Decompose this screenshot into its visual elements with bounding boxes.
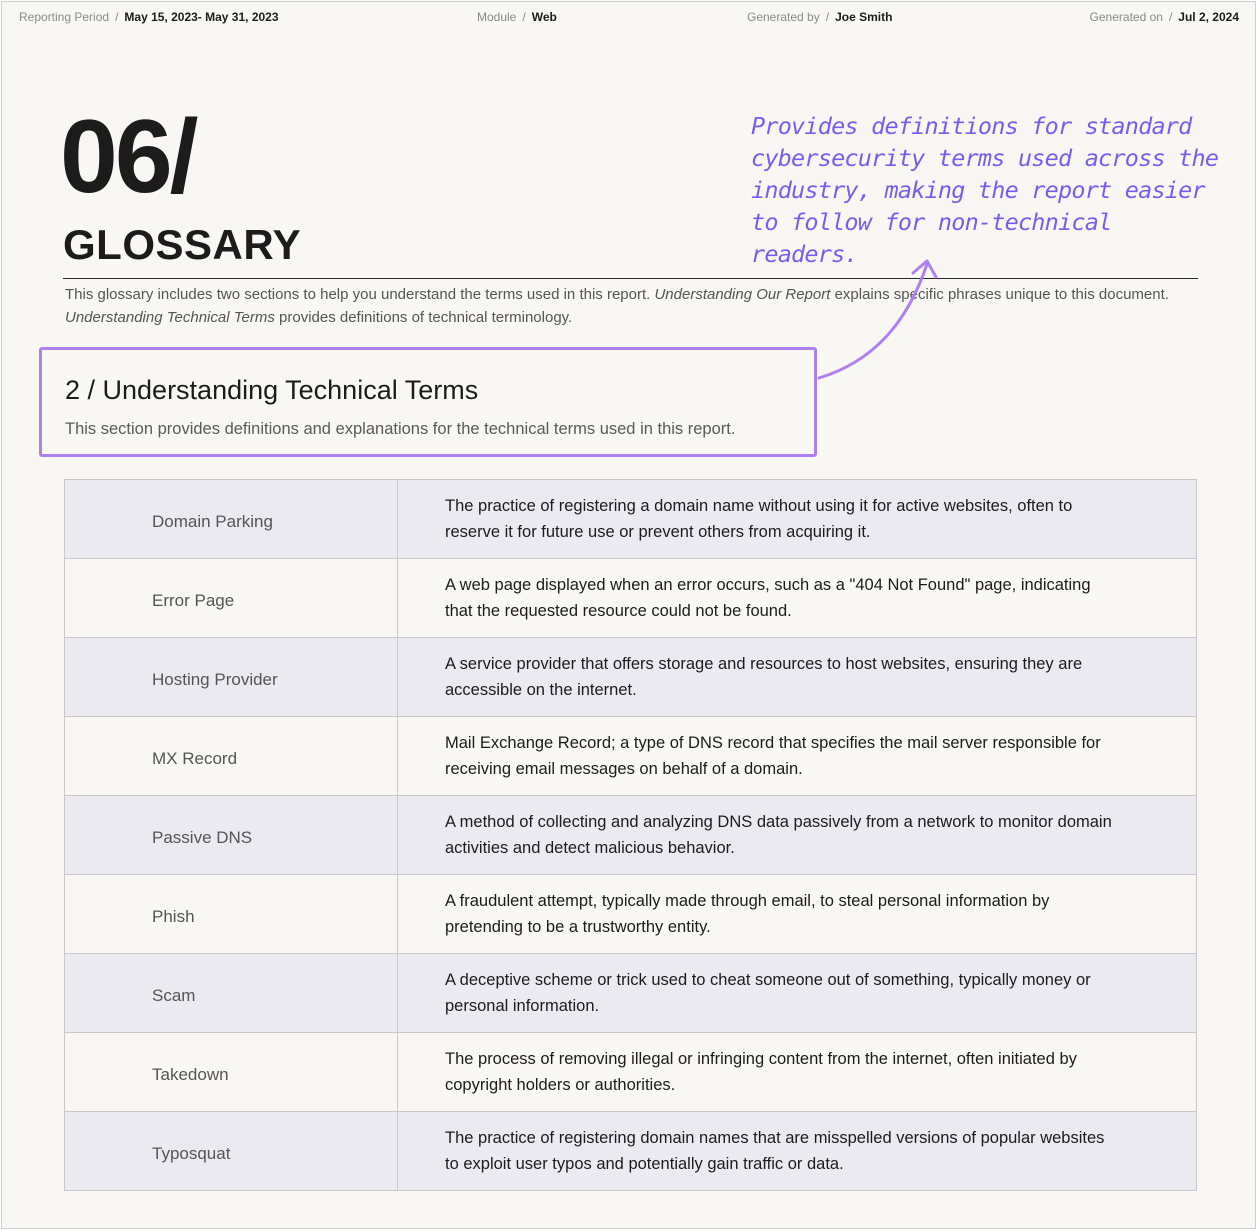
glossary-term: Domain Parking bbox=[65, 480, 398, 558]
intro-emphasis: Understanding Technical Terms bbox=[65, 309, 275, 326]
glossary-term: Typosquat bbox=[65, 1112, 398, 1190]
glossary-definition: The practice of registering a domain name without using it for active websites, often to reserve it for future use or prevent others from acquiring it. bbox=[445, 497, 1073, 541]
generated-on-label: Generated on bbox=[1089, 10, 1163, 24]
glossary-definition: The practice of registering domain names that are misspelled versions of popular websites to exploit user typos and potentially gain traffic or data. bbox=[445, 1129, 1105, 1173]
glossary-term: Error Page bbox=[65, 559, 398, 637]
subsection-title: 2 / Understanding Technical Terms bbox=[65, 375, 479, 405]
table-row bbox=[65, 1032, 1196, 1111]
glossary-table bbox=[64, 479, 1197, 1191]
reporting-period-label: Reporting Period bbox=[19, 10, 110, 24]
glossary-term: MX Record bbox=[65, 717, 398, 795]
generated-by-label: Generated by bbox=[747, 10, 820, 24]
table-row bbox=[65, 1111, 1196, 1190]
separator: / bbox=[825, 10, 830, 24]
intro-emphasis: Understanding Our Report bbox=[654, 286, 831, 303]
report-page bbox=[1, 1, 1256, 1229]
glossary-definition: A fraudulent attempt, typically made through email, to steal personal information by pretending to be a trustworthy entity. bbox=[445, 892, 1050, 936]
glossary-definition: A service provider that offers storage and resources to host websites, ensuring they are accessible on the internet. bbox=[445, 655, 1083, 699]
reporting-period-value: May 15, 2023- May 31, 2023 bbox=[124, 10, 279, 24]
glossary-definition: A deceptive scheme or trick used to cheat someone out of something, typically money or personal information. bbox=[445, 971, 1091, 1015]
glossary-definition: A web page displayed when an error occurs, such as a "404 Not Found" page, indicating that the requested resource could not be found. bbox=[445, 576, 1091, 620]
glossary-definition: A method of collecting and analyzing DNS data passively from a network to monitor domain activities and detect malicious behavior. bbox=[445, 813, 1112, 857]
module-label: Module bbox=[477, 10, 517, 24]
subsection-description: This section provides definitions and explanations for the technical terms used in this report. bbox=[65, 420, 736, 438]
separator: / bbox=[1168, 10, 1173, 24]
module-value: Web bbox=[531, 10, 557, 24]
page-title: GLOSSARY bbox=[63, 221, 302, 268]
separator: / bbox=[522, 10, 526, 24]
glossary-definition: Mail Exchange Record; a type of DNS record that specifies the mail server responsible for receiving email messages on behalf of a domain. bbox=[445, 734, 1101, 778]
intro-text: This glossary includes two sections to help you understand the terms used in this report. bbox=[65, 286, 655, 303]
glossary-term: Scam bbox=[65, 954, 398, 1032]
table-row bbox=[65, 795, 1196, 874]
table-row bbox=[65, 953, 1196, 1032]
section-number: 06/ bbox=[60, 99, 196, 215]
intro-text: provides definitions of technical terminology. bbox=[274, 309, 573, 326]
intro-text: explains specific phrases unique to this document. bbox=[830, 286, 1169, 303]
generated-by-value: Joe Smith bbox=[835, 10, 893, 24]
handwritten-annotation: Provides definitions for standard cybersecurity terms used across the industry, making the report easier to follow for non-technical readers. bbox=[751, 112, 1219, 268]
table-row bbox=[65, 637, 1196, 716]
glossary-term: Hosting Provider bbox=[65, 638, 398, 716]
subsection-highlight bbox=[39, 347, 817, 457]
glossary-definition: The process of removing illegal or infringing content from the internet, often initiated by copyright holders or authorities. bbox=[445, 1050, 1077, 1094]
glossary-term: Phish bbox=[65, 875, 398, 953]
generated-on-value: Jul 2, 2024 bbox=[1178, 10, 1239, 24]
separator: / bbox=[115, 10, 119, 24]
glossary-term: Passive DNS bbox=[65, 796, 398, 874]
table-row bbox=[65, 480, 1196, 558]
table-row bbox=[65, 874, 1196, 953]
table-row bbox=[65, 558, 1196, 637]
table-row bbox=[65, 716, 1196, 795]
glossary-term: Takedown bbox=[65, 1033, 398, 1111]
